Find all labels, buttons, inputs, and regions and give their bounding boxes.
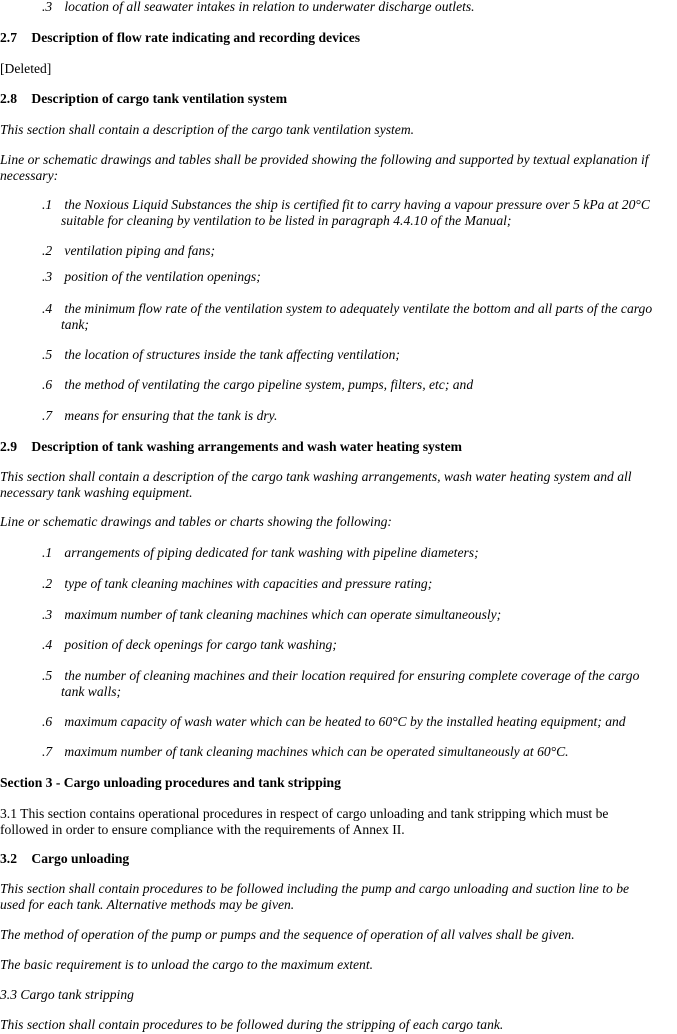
paragraph-3-2-3: The basic requirement is to unload the cargo to the maximum extent.: [0, 957, 374, 972]
item-text-cont: suitable for cleaning by ventilation to be listed in paragraph 4.4.10 of the Manual;: [61, 212, 512, 228]
item-text: type of tank cleaning machines with capacities and pressure rating;: [64, 576, 433, 591]
list-item-2-8-4: [42, 301, 655, 332]
heading-2-7: [0, 30, 669, 46]
line-2: necessary tank washing equipment.: [0, 484, 193, 500]
item-number: .3: [42, 607, 53, 622]
heading-number: 2.9: [0, 439, 17, 454]
paragraph-3-2-2: The method of operation of the pump or pumps and the sequence of operation of all valves shall be given.: [0, 927, 575, 942]
item-number: .7: [42, 744, 53, 759]
list-item-2-9-4: [42, 637, 655, 653]
list-item-2-9-2: [42, 576, 655, 592]
heading-title: Description of tank washing arrangements and wash water heating system: [31, 439, 463, 454]
list-item-2-9-7: [42, 744, 655, 760]
heading-2-9: [0, 439, 669, 455]
item-number: .3: [42, 0, 53, 14]
list-item-2-9-6: [42, 714, 655, 730]
item-text: the Noxious Liquid Substances the ship is certified fit to carry having a vapour pressure over 5 kPa at 20°C: [64, 197, 650, 212]
item-text-cont: tank;: [61, 316, 89, 332]
heading-section-3: Section 3 - Cargo unloading procedures and tank stripping: [0, 775, 341, 790]
paragraph-2-9-lead: Line or schematic drawings and tables or charts showing the following:: [0, 514, 392, 529]
list-item-2-8-2: [42, 243, 655, 259]
paragraph-2-8-intro: This section shall contain a description of the cargo tank ventilation system.: [0, 122, 415, 137]
item-number: .4: [42, 301, 53, 316]
paragraph-2-9-intro: [0, 469, 669, 500]
item-number: .2: [42, 243, 53, 258]
heading-number: 2.7: [0, 30, 17, 45]
list-item-2-9-3: [42, 607, 655, 623]
item-text: arrangements of piping dedicated for tank washing with pipeline diameters;: [64, 545, 479, 560]
list-item-top-3: [42, 0, 655, 15]
item-number: .6: [42, 377, 53, 392]
list-item-2-8-7: [42, 408, 655, 424]
paragraph-3-3-1: This section shall contain procedures to be followed during the stripping of each cargo tank.: [0, 1017, 504, 1032]
item-number: .5: [42, 668, 53, 683]
line-2: followed in order to ensure compliance with the requirements of Annex II.: [0, 821, 405, 837]
list-item-2-9-1: [42, 545, 655, 561]
list-item-2-8-1: [42, 197, 655, 228]
item-text: the number of cleaning machines and their location required for ensuring complete coverage of the cargo: [64, 668, 640, 683]
item-text: position of deck openings for cargo tank washing;: [64, 637, 337, 652]
paragraph-3-1: [0, 806, 669, 837]
heading-3-2: [0, 851, 669, 867]
item-number: .7: [42, 408, 53, 423]
deleted-note: [Deleted]: [0, 61, 52, 76]
item-text: the method of ventilating the cargo pipeline system, pumps, filters, etc; and: [64, 377, 474, 392]
list-item-2-8-5: [42, 347, 655, 363]
item-text: means for ensuring that the tank is dry.: [64, 408, 278, 423]
item-number: .2: [42, 576, 53, 591]
item-number: .1: [42, 197, 53, 212]
item-number: .1: [42, 545, 53, 560]
item-number: .4: [42, 637, 53, 652]
line-1: This section shall contain procedures to be followed including the pump and cargo unloading and suction line to be: [0, 881, 630, 896]
item-text: the location of structures inside the tank affecting ventilation;: [64, 347, 400, 362]
item-text: position of the ventilation openings;: [64, 269, 261, 284]
heading-number: 3.2: [0, 851, 17, 866]
heading-title: Cargo unloading: [31, 851, 130, 866]
heading-title: Description of flow rate indicating and recording devices: [31, 30, 361, 45]
line-1: 3.1 This section contains operational procedures in respect of cargo unloading and tank stripping which must be: [0, 806, 609, 821]
item-text: the minimum flow rate of the ventilation system to adequately ventilate the bottom and all parts of the cargo: [64, 301, 653, 316]
item-text: ventilation piping and fans;: [64, 243, 216, 258]
heading-3-3: 3.3 Cargo tank stripping: [0, 987, 134, 1002]
line-1: Line or schematic drawings and tables shall be provided showing the following and supported by textual explanation if: [0, 152, 649, 167]
list-item-2-8-6: [42, 377, 655, 393]
list-item-2-9-5: [42, 668, 655, 699]
item-text: maximum number of tank cleaning machines which can operate simultaneously;: [64, 607, 502, 622]
heading-title: Description of cargo tank ventilation system: [31, 91, 288, 106]
line-1: This section shall contain a description of the cargo tank washing arrangements, wash water heating system and all: [0, 469, 632, 484]
item-number: .3: [42, 269, 53, 284]
item-number: .5: [42, 347, 53, 362]
item-number: .6: [42, 714, 53, 729]
item-text-cont: tank walls;: [61, 683, 122, 699]
item-text: maximum number of tank cleaning machines which can be operated simultaneously at 60°C.: [64, 744, 569, 759]
heading-number: 2.8: [0, 91, 17, 106]
item-text: maximum capacity of wash water which can be heated to 60°C by the installed heating equipment; and: [64, 714, 626, 729]
paragraph-3-2-1: [0, 881, 669, 912]
heading-2-8: [0, 91, 669, 107]
line-2: used for each tank. Alternative methods may be given.: [0, 896, 295, 912]
item-text: location of all seawater intakes in relation to underwater discharge outlets.: [64, 0, 475, 14]
list-item-2-8-3: [42, 269, 655, 285]
paragraph-2-8-lead: [0, 152, 669, 183]
line-2: necessary:: [0, 167, 59, 183]
